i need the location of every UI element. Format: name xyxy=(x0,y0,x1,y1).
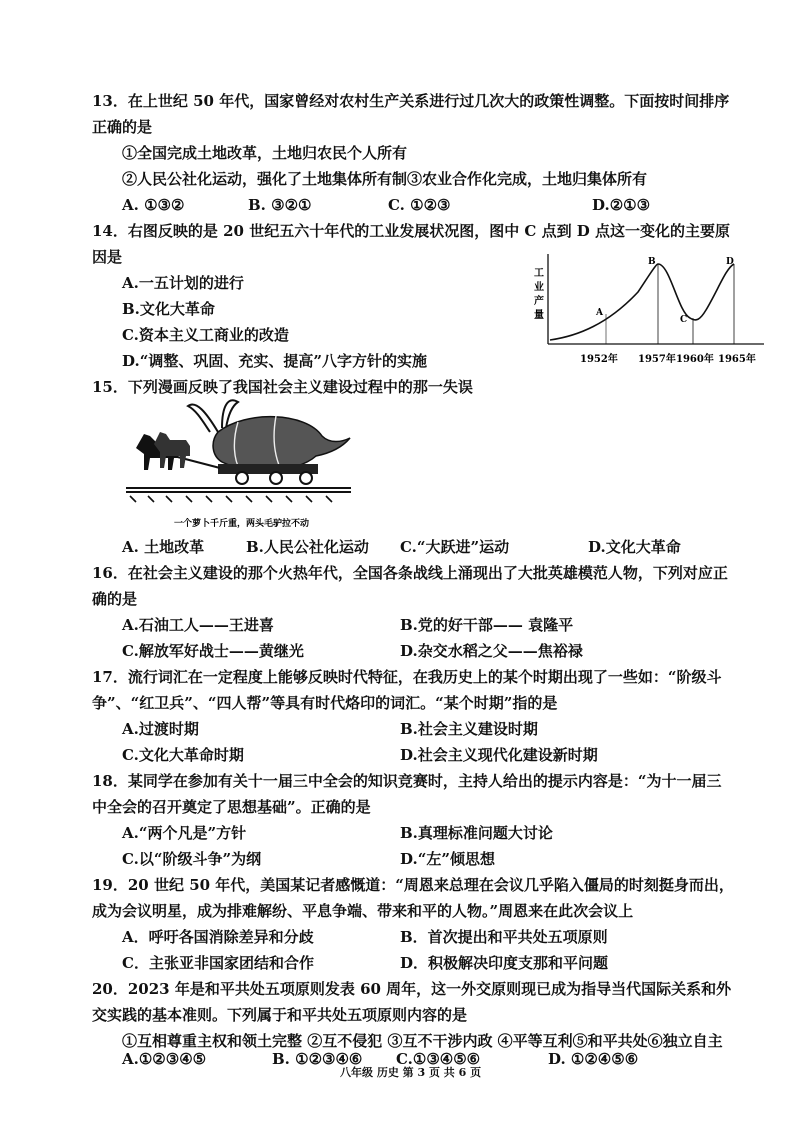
q19-option-c: C．主张亚非国家团结和合作 xyxy=(122,954,314,972)
q18-option-c: C.以“阶级斗争”为纲 xyxy=(122,850,262,868)
graph-xtick-1957: 1957年 xyxy=(638,354,676,365)
q18-option-a: A.“两个凡是”方针 xyxy=(122,824,247,842)
q20-option-d: D. ①②④⑤⑥ xyxy=(548,1050,639,1068)
graph-curve xyxy=(550,264,734,340)
q17-stem-line2: 争”、“红卫兵”、“四人帮”等具有时代烙印的词汇。“某个时期”指的是 xyxy=(92,694,558,712)
q20-stem-line1: 20．2023 年是和平共处五项原则发表 60 周年，这一外交原则现已成为指导当代国际关系和外 xyxy=(92,980,732,998)
q14-option-d: D.“调整、巩固、充实、提高”八字方针的实施 xyxy=(122,352,427,370)
graph-point-d: D xyxy=(726,257,734,267)
q13-option-d: D.②①③ xyxy=(592,196,651,214)
graph-ylabel-4: 量 xyxy=(534,310,544,321)
graph-point-c: C xyxy=(680,315,688,325)
industrial-output-graph xyxy=(528,252,768,372)
graph-ylabel-1: 工 xyxy=(534,268,544,279)
q15-option-b: B.人民公社化运动 xyxy=(246,538,369,556)
cartoon-donkeys-radish xyxy=(126,392,351,532)
q19-option-a: A．呼吁各国消除差异和分歧 xyxy=(122,928,314,946)
graph-ylabel-3: 产 xyxy=(534,296,544,307)
q20-option-c: C.①③④⑤⑥ xyxy=(396,1050,481,1068)
graph-xtick-1965: 1965年 xyxy=(718,354,756,365)
q17-option-c: C.文化大革命时期 xyxy=(122,746,244,764)
q17-option-d: D.社会主义现代化建设新时期 xyxy=(400,746,598,764)
q18-stem-line1: 18．某同学在参加有关十一届三中全会的知识竞赛时，主持人给出的提示内容是：“为十一届三 xyxy=(92,772,722,790)
q15-option-c: C.“大跃进”运动 xyxy=(400,538,510,556)
graph-xtick-1960: 1960年 xyxy=(676,354,714,365)
q16-option-a: A.石油工人——王进喜 xyxy=(122,616,274,634)
q19-stem-line2: 成为会议明星，成为排难解纷、平息争端、带来和平的人物。”周恩来在此次会议上 xyxy=(92,902,634,920)
radish-body xyxy=(213,417,350,471)
q13-stem-line1: 13．在上世纪 50 年代，国家曾经对农村生产关系进行过几次大的政策性调整。下面按时间排序 xyxy=(92,92,730,110)
q13-option-c: C. ①②③ xyxy=(388,196,451,214)
page-footer: 八年级 历史 第 3 页 共 6 页 xyxy=(340,1066,482,1079)
cartoon-caption: 一个萝卜千斤重，两头毛驴拉不动 xyxy=(174,518,310,528)
q20-option-a: A.①②③④⑤ xyxy=(122,1050,207,1068)
cart-wheel-mid xyxy=(270,472,282,484)
q16-stem-line2: 确的是 xyxy=(92,590,138,608)
q20-stem-line2: 交实践的基本准则。下列属于和平共处五项原则内容的是 xyxy=(92,1006,468,1024)
q15-option-a: A. 土地改革 xyxy=(122,538,205,556)
q20-items: ①互相尊重主权和领土完整 ②互不侵犯 ③互不干涉内政 ④平等互利⑤和平共处⑥独立自主 xyxy=(122,1032,723,1050)
q16-option-b: B.党的好干部—— 袁隆平 xyxy=(400,616,574,634)
q13-item1: ①全国完成土地改革，土地归农民个人所有 xyxy=(122,144,408,162)
ground xyxy=(126,488,351,492)
cart-wheel-right xyxy=(300,472,312,484)
graph-point-a: A xyxy=(596,308,603,318)
q14-option-a: A.一五计划的进行 xyxy=(122,274,244,292)
cart-wheel-left xyxy=(236,472,248,484)
q17-stem-line1: 17．流行词汇在一定程度上能够反映时代特征，在我历史上的某个时期出现了一些如：“阶级斗 xyxy=(92,668,722,686)
q13-stem-line2: 正确的是 xyxy=(92,118,153,136)
q13-item2: ②人民公社化运动，强化了土地集体所有制③农业合作化完成，土地归集体所有 xyxy=(122,170,648,188)
q14-option-c: C.资本主义工商业的改造 xyxy=(122,326,289,344)
graph-ylabel-2: 业 xyxy=(534,282,544,293)
q18-option-b: B.真理标准问题大讨论 xyxy=(400,824,553,842)
q13-option-b: B. ③②① xyxy=(248,196,312,214)
q13-option-a: A. ①③② xyxy=(122,196,185,214)
q14-stem-line1: 14．右图反映的是 20 世纪五六十年代的工业发展状况图，图中 C 点到 D 点这一变化的主要原 xyxy=(92,222,731,240)
q17-option-b: B.社会主义建设时期 xyxy=(400,720,538,738)
q17-option-a: A.过渡时期 xyxy=(122,720,199,738)
graph-point-b: B xyxy=(648,257,656,267)
q19-option-d: D．积极解决印度支那和平问题 xyxy=(400,954,609,972)
q18-stem-line2: 中全会的召开奠定了思想基础”。正确的是 xyxy=(92,798,371,816)
q18-option-d: D.“左”倾思想 xyxy=(400,850,495,868)
q19-stem-line1: 19．20 世纪 50 年代，美国某记者感慨道：“周恩来总理在会议几乎陷入僵局的时刻挺身而出， xyxy=(92,876,734,894)
q14-stem-line2: 因是 xyxy=(92,248,123,266)
q15-option-d: D.文化大革命 xyxy=(588,538,681,556)
graph-xtick-1952: 1952年 xyxy=(580,354,618,365)
q16-stem-line1: 16．在社会主义建设的那个火热年代，全国各条战线上涌现出了大批英雄模范人物，下列对应正 xyxy=(92,564,728,582)
q19-option-b: B．首次提出和平共处五项原则 xyxy=(400,928,608,946)
q16-option-c: C.解放军好战士——黄继光 xyxy=(122,642,304,660)
q16-option-d: D.杂交水稻之父——焦裕禄 xyxy=(400,642,583,660)
ground-hatching xyxy=(130,496,332,502)
q20-option-b: B. ①②③④⑥ xyxy=(272,1050,363,1068)
q14-option-b: B.文化大革命 xyxy=(122,300,215,318)
q15-stem: 15．下列漫画反映了我国社会主义建设过程中的那一失误 xyxy=(92,378,473,396)
